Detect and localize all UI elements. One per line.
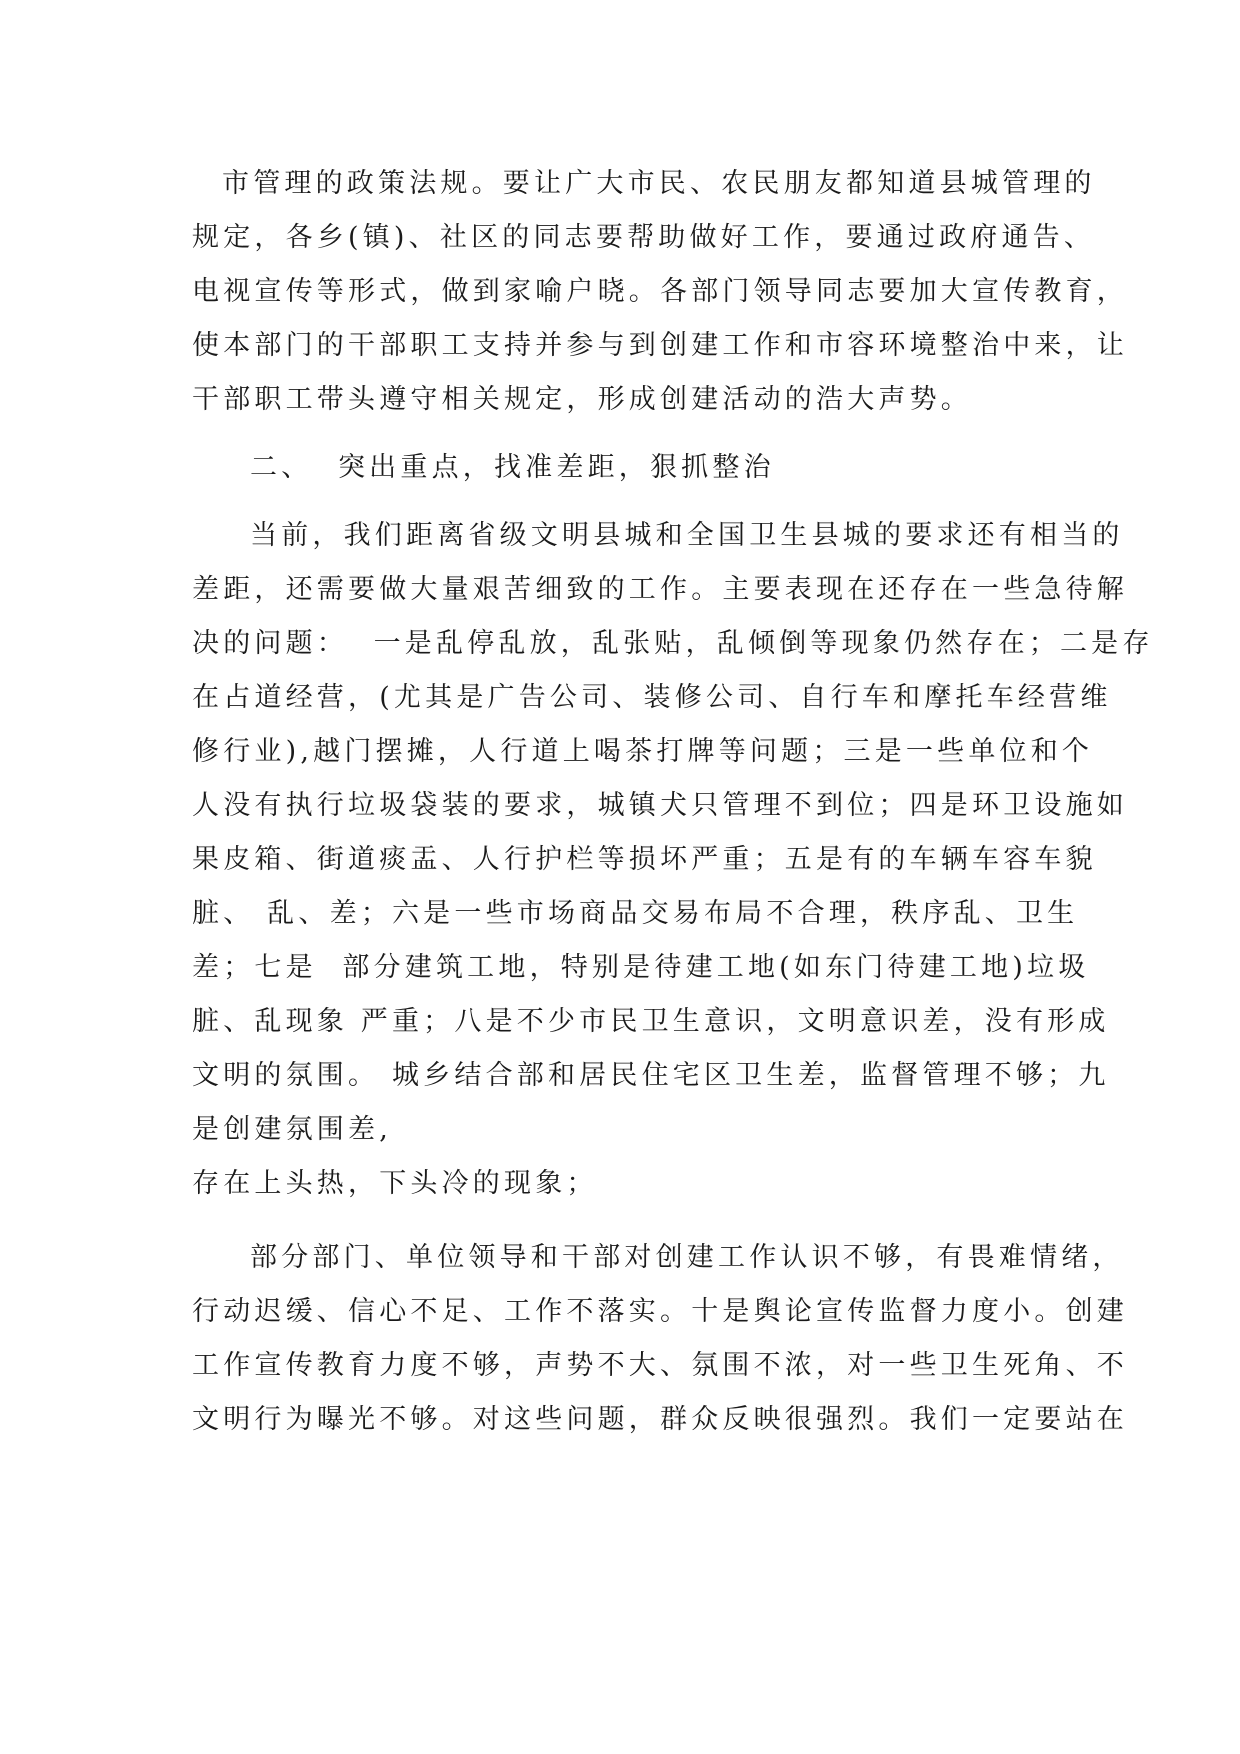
text-line: 人没有执行垃圾袋装的要求，城镇犬只管理不到位；四是环卫设施如	[192, 790, 1128, 821]
text-line: 是创建氛围差,	[192, 1114, 392, 1145]
text-line: 修行业),越门摆摊，人行道上喝茶打牌等问题；三是一些单位和个	[192, 736, 1094, 767]
text-line: 行动迟缓、信心不足、工作不落实。十是舆论宣传监督力度小。创建	[192, 1296, 1128, 1327]
text-line: 果皮箱、街道痰盂、人行护栏等损坏严重；五是有的车辆车容车貌	[192, 844, 1097, 875]
text-line: 文明行为曝光不够。对这些问题，群众反映很强烈。我们一定要站在	[192, 1404, 1128, 1435]
text-line: 存在上头热，下头冷的现象；	[192, 1168, 598, 1199]
text-line: 规定，各乡(镇)、社区的同志要帮助做好工作，要通过政府通告、	[192, 222, 1096, 253]
text-line: 差距，还需要做大量艰苦细致的工作。主要表现在还存在一些急待解	[192, 574, 1128, 605]
section-heading: 二、 突出重点，找准差距，狠抓整治	[250, 452, 775, 483]
text-line: 文明的氛围。 城乡结合部和居民住宅区卫生差，监督管理不够；九	[192, 1060, 1110, 1091]
text-line: 工作宣传教育力度不够，声势不大、氛围不浓，对一些卫生死角、不	[192, 1350, 1128, 1381]
text-line: 差；七是 部分建筑工地，特别是待建工地(如东门待建工地)垃圾	[192, 952, 1090, 983]
text-line: 脏、 乱、差；六是一些市场商品交易布局不合理，秩序乱、卫生	[192, 898, 1079, 929]
text-line: 电视宣传等形式，做到家喻户晓。各部门领导同志要加大宣传教育，	[192, 276, 1128, 307]
text-line: 干部职工带头遵守相关规定，形成创建活动的浩大声势。	[192, 384, 972, 415]
text-line: 市管理的政策法规。要让广大市民、农民朋友都知道县城管理的	[222, 168, 1096, 199]
text-line: 在占道经营，(尤其是广告公司、装修公司、自行车和摩托车经营维	[192, 682, 1112, 713]
text-line: 脏、乱现象 严重；八是不少市民卫生意识，文明意识差，没有形成	[192, 1006, 1110, 1037]
text-line: 当前，我们距离省级文明县城和全国卫生县城的要求还有相当的	[250, 520, 1124, 551]
text-line: 部分部门、单位领导和干部对创建工作认识不够，有畏难情绪，	[250, 1242, 1124, 1273]
text-line: 决的问题： 一是乱停乱放，乱张贴，乱倾倒等现象仍然存在；二是存	[192, 628, 1154, 659]
text-line: 使本部门的干部职工支持并参与到创建工作和市容环境整治中来，让	[192, 330, 1128, 361]
